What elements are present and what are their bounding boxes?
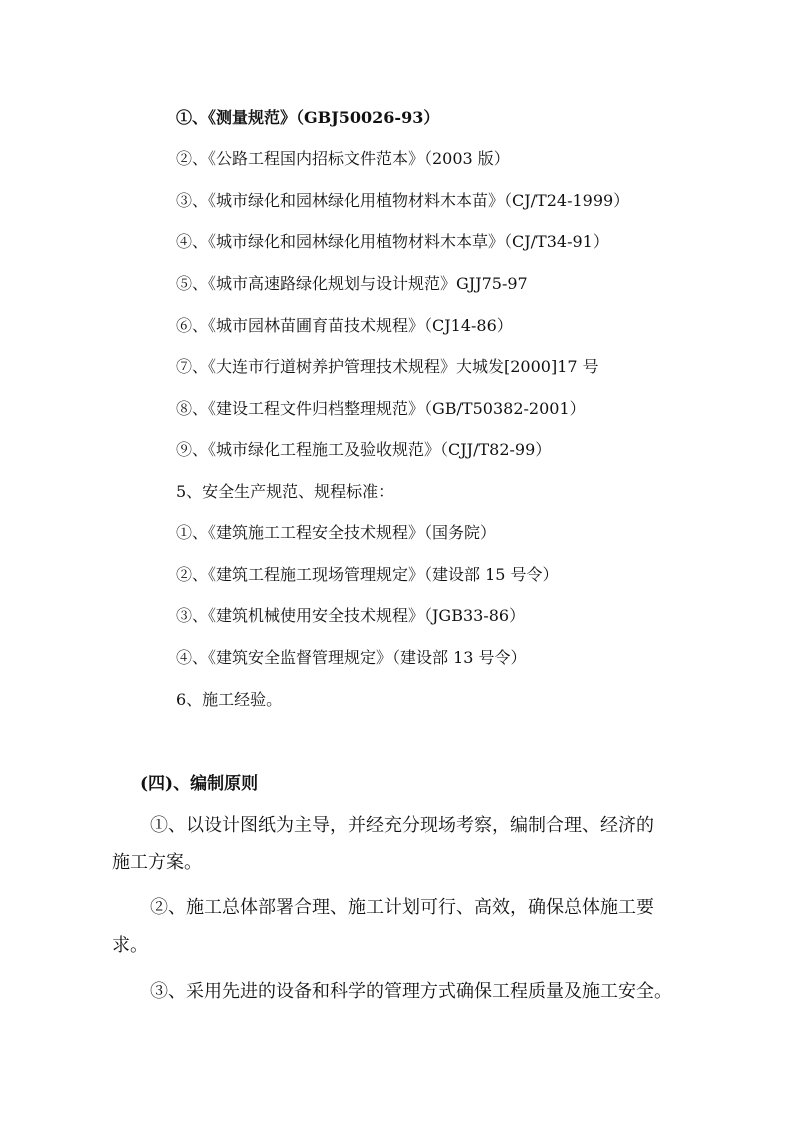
principle-2-line-1: ②、施工总体部署合理、施工计划可行、高效，确保总体施工要 bbox=[150, 897, 654, 918]
principle-3-line-1: ③、采用先进的设备和科学的管理方式确保工程质量及施工安全。 bbox=[150, 981, 672, 1002]
reference-item-8: ⑧、《建设工程文件归档整理规范》（GB/T50382-2001） bbox=[176, 399, 586, 418]
reference-item-2: ②、《公路工程国内招标文件范本》（2003 版） bbox=[176, 149, 510, 168]
safety-item-4: ④、《建筑安全监督管理规定》（建设部 13 号令） bbox=[176, 648, 527, 667]
principle-1-line-2: 施工方案。 bbox=[112, 852, 202, 873]
reference-item-4: ④、《城市绿化和园林绿化用植物材料木本草》（CJ/T34-91） bbox=[176, 232, 609, 251]
safety-item-3: ③、《建筑机械使用安全技术规程》（JGB33-86） bbox=[176, 606, 526, 625]
reference-item-6: ⑥、《城市园林苗圃育苗技术规程》（CJ14-86） bbox=[176, 316, 513, 335]
safety-item-1: ①、《建筑施工工程安全技术规程》（国务院） bbox=[176, 523, 497, 542]
reference-item-5: ⑤、《城市高速路绿化规划与设计规范》GJJ75-97 bbox=[176, 274, 528, 293]
reference-item-3: ③、《城市绿化和园林绿化用植物材料木本苗》（CJ/T24-1999） bbox=[176, 191, 630, 210]
reference-item-7: ⑦、《大连市行道树养护管理技术规程》大城发[2000]17 号 bbox=[176, 357, 599, 376]
section-5-title: 5、安全生产规范、规程标准： bbox=[176, 482, 395, 501]
item-6: 6、施工经验。 bbox=[176, 690, 283, 709]
principle-2-line-2: 求。 bbox=[112, 935, 148, 956]
reference-item-1: ①、《测量规范》（GBJ50026-93） bbox=[176, 108, 440, 127]
reference-item-9: ⑨、《城市绿化工程施工及验收规范》（CJJ/T82-99） bbox=[176, 440, 552, 459]
safety-item-2: ②、《建筑工程施工现场管理规定》（建设部 15 号令） bbox=[176, 565, 559, 584]
principle-1-line-1: ①、以设计图纸为主导，并经充分现场考察，编制合理、经济的 bbox=[150, 815, 654, 836]
section-4-heading: (四)、编制原则 bbox=[140, 774, 259, 794]
